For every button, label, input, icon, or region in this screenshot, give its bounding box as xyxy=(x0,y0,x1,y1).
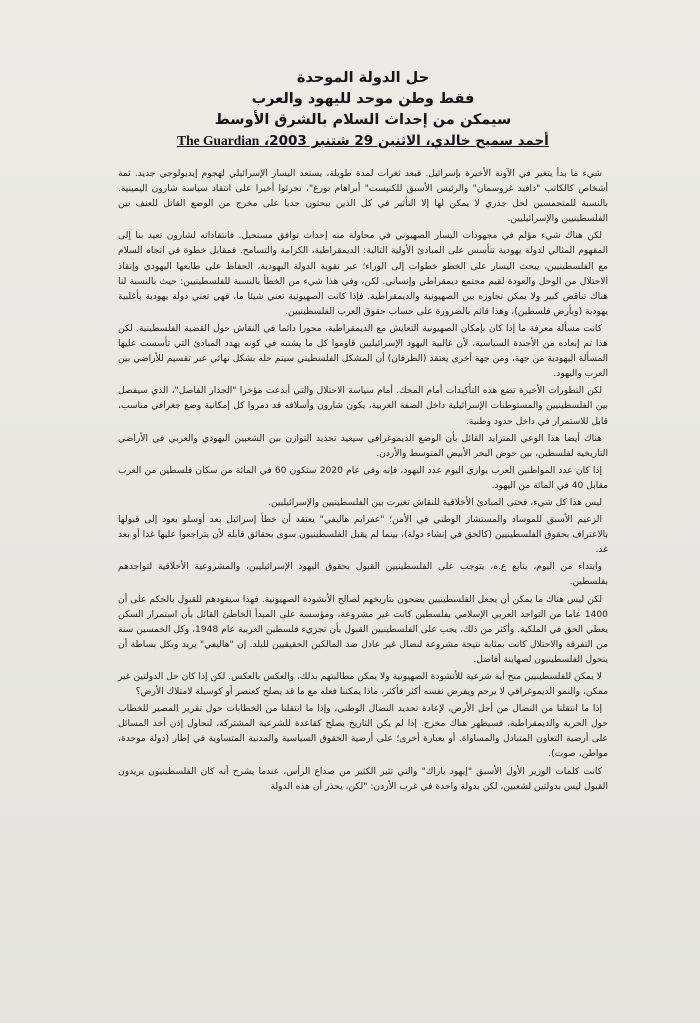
paragraph: كانت كلمات الوزير الأول الأسبق "إيهود باراك" والتي تثير الكثير من صداع الرأس، عندما يشرح أنه كان الفلسطينيون يريدون القبول ليس بدولتين لشعبين، لكن بدولة واحدة في غرب الأردن: "لكن، يحذر أن هذه الدولة xyxy=(118,766,608,792)
document-subtitle: فقط وطن موحد لليهود والعرب xyxy=(251,91,475,107)
paragraph: لكن التطورات الأخيرة تضع هذه التأكيدات أمام المحك. أمام سياسة الاحتلال والتي أبدعت مؤخرا "الجدار الفاصل"، الذي سيفصل بين الفلسطينيين والمستوطنات الإسرائيلية داخل الضفة الغربية، يكون شارون وأسلافه قد دمروا كل إمكانية وضع جغرافي مناسب، قابل للاستمرار في داخل حدود وطنية. xyxy=(118,386,608,427)
byline-author-date: أحمد سميح خالدي، الاثنين 29 شتنبر 2003، xyxy=(264,133,549,149)
paragraph: هناك أيضا هذا الوعي المتزايد القائل بأن الوضع الديموغرافي سيعيد تحديد التوازن بين الشعبين اليهودي والعربي في الأراضي التاريخية لفلسطين، بين حوض البحر الأبيض المتوسط والأردن. xyxy=(118,433,608,459)
paragraph: لكن ليس هناك ما يمكن أن يجعل الفلسطينيين يضحون بتاريخهم لصالح الأنشودة الصهيونية. فهذا سيقودهم للقبول بالحكم على أن 1400 عاما من التواجد العربي الإسلامي بفلسطين كانت غير مشروعة، ومؤسسة على المبدأ الخاطئ القائل بأن استمرار السكن يعطي الحق في الملكية. وأكثر من ذلك، يجب على الفلسطينيين القبول بأن تجزيء فلسطين العربية عام 1948، وكل الخمسين سنة من التفرقة والاحتلال كانت بمثابة نتيجة مشروعة لنضال غير عادل ضد المالكين الحقيقيين للبلد. إن "هاليفي" يريد وبكل بساطة أن يتحول الفلسطينيون لصهاينة أفاضل. xyxy=(118,594,609,665)
document-tagline: سيمكن من إحداث السلام بالشرق الأوسط xyxy=(214,112,512,128)
paragraph: لا يمكن للفلسطينيين منح أية شرعية للأنشودة الصهيونية ولا يمكن مطالبتهم بذلك، والعكس بالعكس. لكن إذا كان حل الدولتين غير ممكن، والنمو الديموغرافي لا يرحم ويفرض نفسه أكثر فأكثر، ماذا يمكننا فعله مع ما قد يصلح كعنصر أو كوسيلة لامتلاك الأرض؟ xyxy=(118,672,608,698)
paragraph: كانت مسألة معرفة ما إذا كان بإمكان الصهيونية التعايش مع الديمقراطية، محورا دائما في النقاش حول القضية الفلسطينية. لكن هذا تم إبعاده من الأجندة السياسية، لأن غالبية اليهود الإسرائيليين قاوموا كل ما يشتبه في كونه يهدد المبادئ التي تأسست عليها المسألة اليهودية من جهة، ومن جهة أخرى يعتقد (الطرفان) أن المشكل الفلسطيني سيتم حله بشكل نهائي عبر تقسيم للأراضي بين العرب واليهود. xyxy=(118,323,608,380)
byline-newspaper: The Guardian xyxy=(177,133,260,148)
paragraph: وابتداء من اليوم، يتابع ع.ه، يتوجب على الفلسطينيين القبول بحقوق اليهود الإسرائيليين، والمشروعية الأخلاقية لتواجدهم بفلسطين. xyxy=(118,562,608,588)
paragraph: إذا كان عدد المواطنين العرب يوازي اليوم عدد اليهود، فإنه وفي عام 2020 ستكون 60 في المائة من سكان فلسطين من العرب مقابل 40 في المائة من اليهود. xyxy=(118,465,608,491)
paragraph: شيء ما بدأ يتغير في الآونة الأخيرة بإسرائيل. فبعد ثغرات لمدة طويلة، يستعد اليسار الإسرائيلي لهجوم إيديولوجي جديد. ثمة أشخاص كالكاتب "دافيد غروسمان" والرئيس الأسبق للكنيست" أبراهام بورغ"، تجرئوا أخيرا على انتقاد سياسة شارون اليمينية. بالنسبة للمتحمسين لحل جذري لا يمكن لها إلا التأثير في كل الذين يبحثون جديا على مخرج من الوضع القاتل للعنف بين الفلسطينيين والإسرائيليين. xyxy=(118,169,608,225)
document-title: حل الدولة الموحدة xyxy=(296,70,430,86)
paragraph: ليس هذا كل شيء، فحتى المبادئ الأخلاقية للنقاش تغيرت بين الفلسطينيين والإسرائيليين. xyxy=(268,497,602,508)
title-block xyxy=(118,68,608,151)
article-body xyxy=(118,167,608,795)
paragraph: الزعيم الأسبق للموساد والمستشار الوطني في الأمن؛ "عفرايم هاليفي" يعتقد أن خطأ إسرائيل بعد أوسلو يعود إلى قبولها بالاعتراف بحقوق الفلسطينيين (كالحق في إنشاء دولة)، بينما لم يقبل الفلسطينيون سوى بحقائق قابلة لأن يتراجعوا عليها غدا أو بعد غد. xyxy=(118,515,608,556)
paragraph: لكن هناك شيء مؤلم في مجهودات اليسار الصهيوني في محاولة منه إحداث توافق مستحيل. فانتقاداته لشارون تعيد بنا إلى المفهوم المثالي لدولة يهودية تتأسس على المبادئ الأولية التالية: الديمقراطية، الكرامة والتسامح. فمقابل خطوة في اتجاه السلام مع الفلسطينيين، يبحث اليسار على الخطو خطوات إلى الوراء؛ عبر تقوية الدولة اليهودية، الحفاظ على طابعها اليهودي وإنقاذ الاحتلال من الوحل والعودة لقيم مجتمع ديمقراطي وإنساني. لكن، وفي هذا شيء من الخطأ بالنسبة للفلسطينيين: حيث بالنسبة لنا هناك تناقض كبير ولا يمكن تجاوزه بين الصهيونية والديمقراطية. فإذا كانت الصهيونية تعني شيئا ما، فهي تعني دولة يهودية بأغلبية يهودية (وبأرض فلسطين)، وهذا قائم بالضرورة على حساب حقوق العرب الفلسطينيين. xyxy=(118,231,608,317)
paragraph: إذا ما انتقلنا من النضال من أجل الأرض، لإعادة تحديد النضال الوطني، وإذا ما انتقلنا من الخطابات حول تقرير المصير للخطاب حول الحرية والديمقراطية، فسيظهر هناك مخرج. إذا لم يكن التاريخ يصلح كقاعدة للشرعية المشتركة، لنحاول إذن أخذ المسائل على أرضية التعاون المتبادل والمساواة. أو بعبارة أخرى؛ على أرضية الحقوق السياسية والمدنية المتساوية في إطار (دولة موحدة، مواطن، صوت). xyxy=(118,704,608,760)
byline xyxy=(118,131,608,151)
